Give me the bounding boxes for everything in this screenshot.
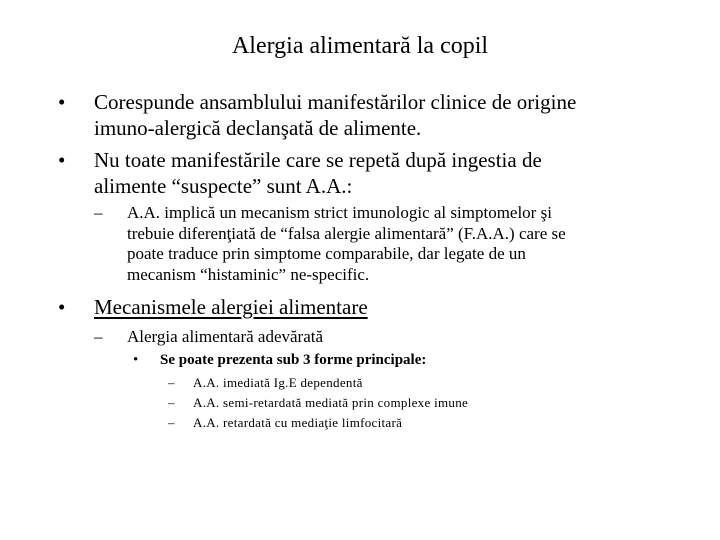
- bullet-marker: •: [58, 148, 66, 172]
- level-4-text: A.A. imediată Ig.E dependentă: [193, 375, 363, 390]
- bullet-2-line-2: alimente “suspecte” sunt A.A.:: [94, 174, 353, 198]
- sub-bullet-line-3: poate traduce prin simptome comparabile, dar legate de un: [127, 244, 526, 263]
- level-4-text: A.A. retardată cu mediaţie limfocitară: [193, 415, 403, 430]
- dash-marker: –: [168, 415, 175, 430]
- sub-bullet-line-2: trebuie diferenţiată de “falsa alergie alimentară” (F.A.A.) care se: [127, 223, 566, 243]
- bullet-3-line-1: Mecanismele alergiei alimentare: [94, 295, 368, 319]
- dash-marker: –: [168, 375, 175, 390]
- sub-bullet-line-1: Alergia alimentară adevărată: [127, 327, 324, 346]
- dash-marker: –: [168, 395, 175, 410]
- level-3-line-1: Se poate prezenta sub 3 forme principale:: [160, 352, 427, 368]
- bullet-marker: •: [133, 352, 139, 368]
- bullet-marker: •: [58, 295, 66, 319]
- level-4-text: A.A. semi-retardată mediată prin complexe imune: [193, 395, 469, 410]
- slide-title: Alergia alimentară la copil: [231, 33, 489, 59]
- bullet-1-line-2: imuno-alergică declanşată de alimente.: [94, 116, 422, 140]
- dash-marker: –: [94, 203, 103, 222]
- dash-marker: –: [94, 327, 103, 346]
- bullet-2-line-1: Nu toate manifestările care se repetă după ingestia de: [94, 148, 542, 172]
- bullet-marker: •: [58, 90, 66, 114]
- bullet-1-line-1: Corespunde ansamblului manifestărilor clinice de origine: [94, 90, 577, 114]
- sub-bullet-line-1: A.A. implică un mecanism strict imunologic al simptomelor şi: [127, 203, 552, 222]
- sub-bullet-line-4: mecanism “histaminic” ne-specific.: [127, 264, 370, 284]
